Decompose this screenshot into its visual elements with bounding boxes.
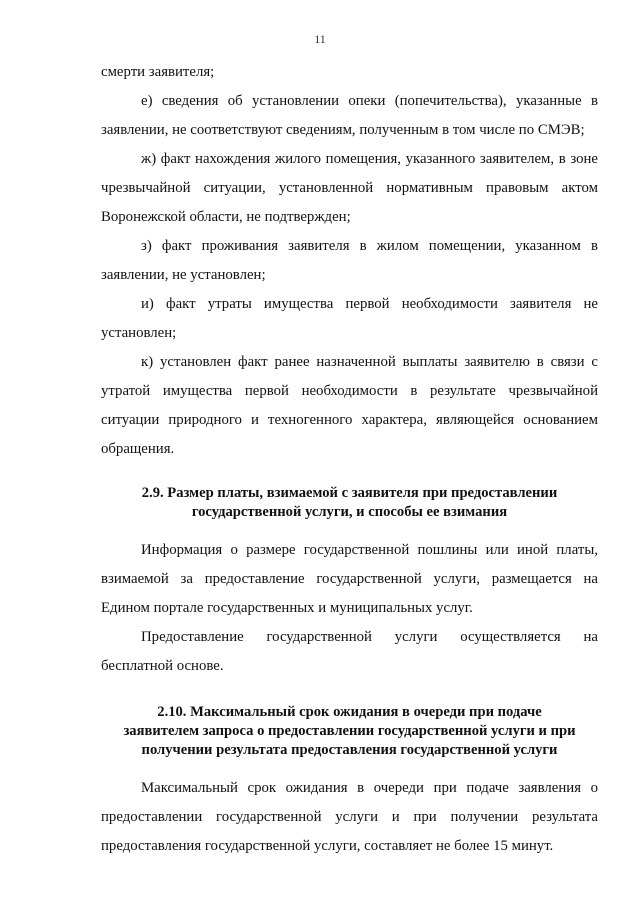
paragraph-continuation: смерти заявителя;	[101, 64, 215, 80]
paragraph-fee-info: Информация о размере государственной пошлины или иной платы, взимаемой за предоставление государственной услуги, размещается на Едином портале государственных и муниципальных услуг.	[101, 542, 598, 616]
paragraph-free-basis-line2: бесплатной основе.	[101, 658, 224, 674]
section-heading-2-10-line2: заявителем запроса о предоставлении государственной услуги и при	[123, 723, 576, 739]
page-number: 11	[314, 32, 326, 46]
section-heading-2-9	[101, 484, 598, 522]
paragraph-item-z: з) факт проживания заявителя в жилом помещении, указанном в заявлении, не установлен;	[101, 238, 598, 283]
paragraph-item-i: и) факт утраты имущества первой необходимости заявителя не установлен;	[101, 296, 598, 341]
section-heading-2-10-line3: получении результата предоставления государственной услуги	[141, 742, 558, 758]
paragraph-item-e: е) сведения об установлении опеки (попечительства), указанные в заявлении, не соответствуют сведениям, полученным в том числе по СМЭВ;	[101, 93, 598, 138]
section-heading-2-10-line1: 2.10. Максимальный срок ожидания в очереди при подаче	[157, 704, 542, 720]
paragraph-item-zh: ж) факт нахождения жилого помещения, указанного заявителем, в зоне чрезвычайной ситуации, установленной нормативным правовым актом Воронежской области, не подтвержден;	[101, 151, 598, 225]
paragraph-item-k: к) установлен факт ранее назначенной выплаты заявителю в связи с утратой имущества первой необходимости в результате чрезвычайной ситуации природного и техногенного характера, являющейся основанием обращения.	[101, 354, 598, 457]
paragraph-free-basis-line1: Предоставление государственной услуги осуществляется на	[141, 629, 598, 645]
section-heading-2-9-line1: 2.9. Размер платы, взимаемой с заявителя при предоставлении	[141, 485, 558, 501]
document-body	[101, 58, 598, 861]
section-heading-2-9-line2: государственной услуги, и способы ее взимания	[191, 504, 508, 520]
paragraph-max-wait: Максимальный срок ожидания в очереди при подаче заявления о предоставлении государственной услуги и при получении результата предоставления государственной услуги, составляет не более 15 минут.	[101, 780, 598, 854]
section-heading-2-10	[101, 703, 598, 760]
